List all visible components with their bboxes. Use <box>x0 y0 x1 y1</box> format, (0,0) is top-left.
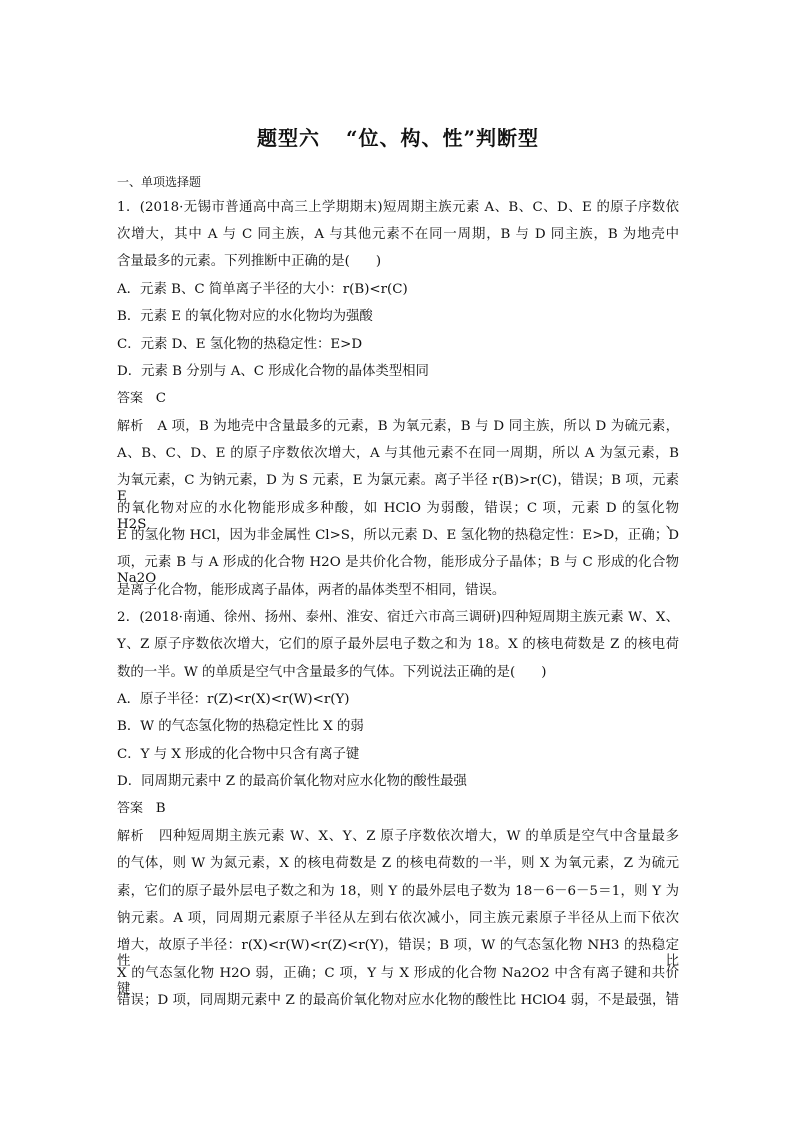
q2-answer <box>117 801 166 817</box>
q2-stem-close: ) <box>541 665 547 680</box>
q2-explanation-line-4: 钠元素。A 项，同周期元素原子半径从左到右依次减小，同主族元素原子半径从上而下依次 <box>117 911 679 926</box>
q2-option-d: D．同周期元素中 Z 的最高价氧化物对应水化物的酸性最强 <box>117 774 467 789</box>
q1-explanation-line-2: A、B、C、D、E 的原子序数依次增大，A 与其他元素不在同一周期，所以 A 为氢元素，B <box>117 446 679 461</box>
page-title <box>117 122 679 151</box>
q1-explanation-line-1 <box>117 419 679 435</box>
q2-stem-line-2: Y、Z 原子序数依次增大，它们的原子最外层电子数之和为 18。X 的核电荷数是 Z 的核电荷 <box>117 637 679 652</box>
section-heading: 一、单项选择题 <box>117 175 202 189</box>
q1-option-a: A．元素 B、C 简单离子半径的大小：r(B)<r(C) <box>117 282 408 297</box>
q1-explanation-line-4: 的氧化物对应的水化物能形成多种酸，如 HClO 为弱酸，错误；C 项，元素 D 的氢化物 H2S、 <box>117 501 679 532</box>
q1-explanation-line-3: 为氧元素，C 为钠元素，D 为 S 元素，E 为氯元素。离子半径 r(B)>r(C)，错误；B 项，元素 E <box>117 473 679 504</box>
q1-explanation-text-1: A 项，B 为地壳中含量最多的元素，B 为氧元素，B 与 D 同主族，所以 D 为硫元素， <box>157 419 679 434</box>
q1-answer-value: C <box>155 391 167 406</box>
q1-option-d: D．元素 B 分别与 A、C 形成化合物的晶体类型相同 <box>117 364 429 379</box>
q1-stem-text: 含量最多的元素。下列推断中正确的是( <box>117 254 350 269</box>
q2-explanation-line-1 <box>117 829 679 845</box>
q2-explanation-line-3: 素，它们的原子最外层电子数之和为 18，则 Y 的最外层电子数为 18－6－6－5＝1，则 Y 为 <box>117 884 679 899</box>
q1-stem-close: ) <box>375 254 382 269</box>
q2-answer-value: B <box>155 801 166 816</box>
q1-answer <box>117 391 166 407</box>
q1-answer-label: 答案 <box>117 391 144 406</box>
q2-stem-text: 数的一半。W 的单质是空气中含量最多的气体。下列说法正确的是( <box>117 665 516 680</box>
q1-option-b: B．元素 E 的氧化物对应的水化物均为强酸 <box>117 309 373 324</box>
q1-explanation-label: 解析 <box>117 419 144 434</box>
q2-explanation-line-7: 错误；D 项，同周期元素中 Z 的最高价氧化物对应水化物的酸性比 HClO4 弱，不是最强，错 <box>117 993 679 1008</box>
q2-stem-line-1: 2．(2018·南通、徐州、扬州、泰州、淮安、宿迁六市高三调研)四种短周期主族元素 W、X、 <box>117 610 679 625</box>
q2-option-b: B．W 的气态氢化物的热稳定性比 X 的弱 <box>117 719 364 734</box>
q2-explanation-text-1: 四种短周期主族元素 W、X、Y、Z 原子序数依次增大，W 的单质是空气中含量最多 <box>158 829 679 844</box>
q2-explanation-line-6: X 的气态氢化物 H2O 弱，正确；C 项，Y 与 X 形成的化合物 Na2O2 中含有离子键和共价键， <box>117 966 679 997</box>
q2-option-a: A．原子半径：r(Z)<r(X)<r(W)<r(Y) <box>117 692 350 707</box>
q2-explanation-line-5: 增大，故原子半径：r(X)<r(W)<r(Z)<r(Y)，错误；B 项，W 的气态氢化物 NH3 的热稳定性比 <box>117 938 679 969</box>
title-part-a: 题型六 <box>256 126 320 150</box>
q1-stem-line-2: 次增大，其中 A 与 C 同主族，A 与其他元素不在同一周期，B 与 D 同主族，B 为地壳中 <box>117 227 679 242</box>
q1-stem-line-1: 1．(2018·无锡市普通高中高三上学期期末)短周期主族元素 A、B、C、D、E 的原子序数依 <box>117 200 679 215</box>
q2-option-c: C．Y 与 X 形成的化合物中只含有离子键 <box>117 747 360 762</box>
q2-answer-label: 答案 <box>117 801 144 816</box>
q1-stem-line-3 <box>117 254 381 270</box>
q1-explanation-line-6: 项，元素 B 与 A 形成的化合物 H2O 是共价化合物，能形成分子晶体；B 与 C 形成的化合物 Na2O <box>117 555 679 586</box>
title-part-b: “位、构、性”判断型 <box>345 126 539 150</box>
q1-explanation-line-7: 是离子化合物，能形成离子晶体，两者的晶体类型不相同，错误。 <box>117 583 506 598</box>
q1-explanation-line-5: E 的氢化物 HCl，因为非金属性 Cl>S，所以元素 D、E 氢化物的热稳定性：E>D，正确；D <box>117 528 679 543</box>
q2-explanation-label: 解析 <box>117 829 145 844</box>
q2-explanation-line-2: 的气体，则 W 为氮元素，X 的核电荷数是 Z 的核电荷数的一半，则 X 为氧元素，Z 为硫元 <box>117 856 679 871</box>
q2-stem-line-3 <box>117 665 546 681</box>
q1-option-c: C．元素 D、E 氢化物的热稳定性：E>D <box>117 337 363 352</box>
